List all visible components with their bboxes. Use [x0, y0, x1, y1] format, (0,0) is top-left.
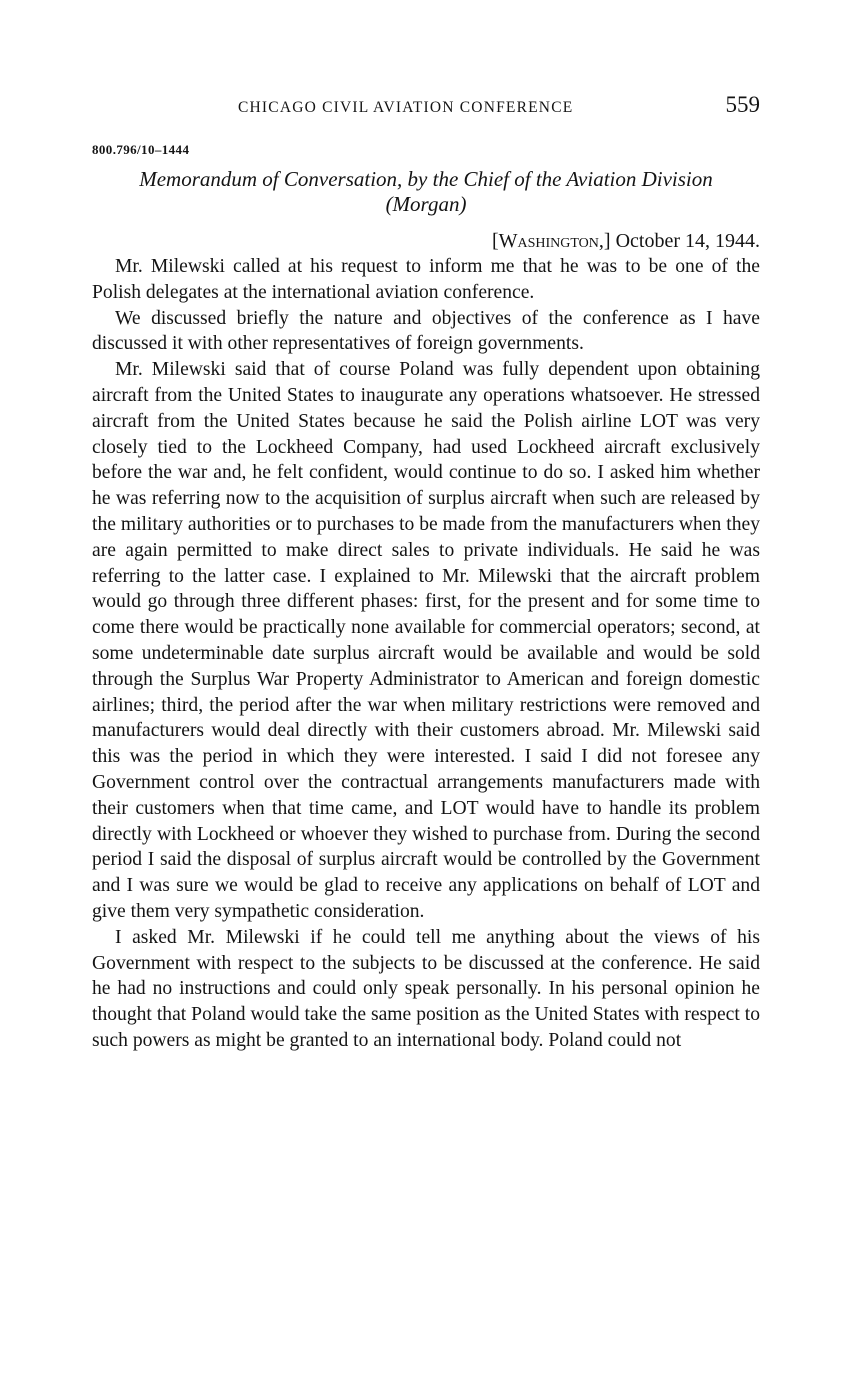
file-number: 800.796/10–1444	[92, 142, 190, 157]
dateline: [Washington,] October 14, 1944.	[491, 230, 760, 252]
dateline-date: October 14, 1944.	[615, 230, 760, 252]
document-title	[92, 167, 760, 217]
document-title-author: (Morgan)	[385, 192, 467, 216]
document-title-line: Memorandum of Conversation, by the Chief of the Aviation Division	[139, 167, 713, 191]
paragraph: I asked Mr. Milewski if he could tell me anything about the views of his Government with respect to the subjects to be discussed at the conference. He said he had no instructions and could only speak personally. In his personal opinion he thought that Poland would take the same position as the United States with respect to such powers as might be granted to an international body. Poland could not	[92, 926, 760, 1051]
paragraph: We discussed briefly the nature and objectives of the conference as I have discussed it with other representatives of foreign governments.	[92, 307, 760, 355]
document-page	[92, 92, 760, 1054]
paragraph: Mr. Milewski called at his request to inform me that he was to be one of the Polish delegates at the international aviation conference.	[92, 256, 760, 303]
body-text	[92, 254, 760, 1054]
running-title: CHICAGO CIVIL AVIATION CONFERENCE	[238, 99, 574, 116]
dateline-place: Washington	[498, 230, 599, 252]
running-head	[92, 92, 760, 126]
page-number: 559	[725, 92, 760, 117]
paragraph: Mr. Milewski said that of course Poland was fully dependent upon obtaining aircraft from the United States to inaugurate any operations whatsoever. He stressed aircraft from the United States because he said the Polish airline LOT was very closely tied to the Lockheed Company, had used Lockheed aircraft exclusively before the war and, he felt confident, would continue to do so. I asked him whether he was referring now to the acquisition of surplus aircraft when such are released by the military authorities or to purchases to be made from the manufacturers when they are again permitted to make direct sales to private individuals. He said he was referring to the latter case. I explained to Mr. Milewski that the aircraft problem would go through three different phases: first, for the present and for some time to come there would be practically none available for commercial operators; second, at some undeterminable date surplus aircraft would be available and would be sold through the Surplus War Property Administrator to American and foreign domestic airlines; third, the period after the war when military restrictions were removed and manufacturers would deal directly with their customers abroad. Mr. Milewski said this was the period in which they were interested. I said I did not foresee any Government control over the contractual arrangements manufacturers made with their customers when that time came, and LOT would have to handle its problem directly with Lockheed or whoever they wished to purchase from. During the second period I said the disposal of surplus aircraft would be controlled by the Government and I was sure we would be glad to receive any applications on behalf of LOT and give them very sympathetic consideration.	[92, 359, 760, 922]
